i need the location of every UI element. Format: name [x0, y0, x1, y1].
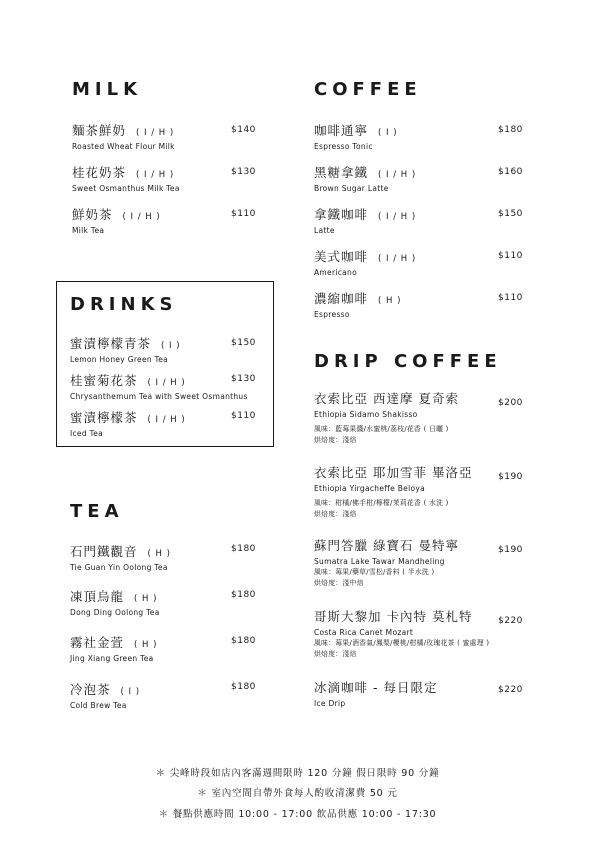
footer-note-service-hours: ＊ 餐點供應時間 10:00 - 17:00 飲品供應 10:00 - 17:30 [158, 809, 437, 820]
menu-item-milk-tea[interactable] [72, 205, 161, 235]
item-price: $180 [231, 544, 256, 554]
item-price: $150 [498, 209, 523, 219]
menu-item-iced-tea[interactable] [70, 408, 186, 438]
item-flavor: 風味：藍莓果醬/水蜜桃/荔枝/花香 ( 日曬 ) [314, 425, 449, 433]
menu-item-roasted-wheat-milk[interactable] [72, 121, 175, 151]
item-price: $200 [498, 398, 523, 408]
item-name: 衣索比亞 西達摩 夏奇索 [314, 391, 459, 406]
coffee-section-title: COFFEE [314, 79, 422, 100]
item-price: $140 [231, 125, 256, 135]
item-size: ( I / H ) [147, 415, 186, 425]
menu-item-chrysanthemum-tea[interactable] [70, 371, 248, 401]
item-size: ( I / H ) [378, 170, 417, 180]
item-name: 凍頂烏龍 [70, 589, 125, 604]
item-price: $110 [498, 251, 523, 261]
item-price: $110 [231, 411, 256, 421]
item-roast: 烘焙度：淺焙 [314, 510, 357, 518]
item-name: 蜜漬檸檬青茶 [70, 336, 152, 351]
item-size: ( I / H ) [378, 212, 417, 222]
item-name: 冰滴咖啡 - 每日限定 [314, 680, 438, 695]
item-name: 衣索比亞 耶加雪菲 畢洛亞 [314, 465, 473, 480]
menu-item-ethiopia-sidamo[interactable] [314, 389, 459, 446]
menu-item-espresso[interactable] [314, 289, 401, 319]
item-size: ( I ) [161, 341, 181, 351]
item-english-name: Ice Drip [314, 699, 346, 708]
item-size: ( I / H ) [136, 170, 175, 180]
item-name: 哥斯大黎加 卡內特 莫札特 [314, 609, 473, 624]
menu-item-ice-drip[interactable] [314, 678, 437, 708]
item-price: $220 [498, 616, 523, 626]
menu-item-americano[interactable] [314, 247, 416, 277]
item-roast: 烘焙度：淺中焙 [314, 579, 364, 587]
menu-item-dong-ding-oolong[interactable] [70, 587, 160, 617]
item-english-name: Lemon Honey Green Tea [70, 355, 169, 364]
item-name: 黑糖拿鐵 [314, 165, 369, 180]
item-english-name: Cold Brew Tea [70, 701, 127, 710]
item-roast: 烘焙度：淺焙 [314, 650, 357, 658]
item-english-name: Brown Sugar Latte [314, 184, 389, 193]
item-english-name: Sweet Osmanthus Milk Tea [72, 184, 180, 193]
item-english-name: Latte [314, 226, 335, 235]
menu-item-tie-guan-yin[interactable] [70, 542, 171, 572]
item-size: ( H ) [134, 640, 158, 650]
item-size: ( I ) [378, 128, 398, 138]
item-size: ( I / H ) [136, 128, 175, 138]
item-price: $180 [498, 125, 523, 135]
item-flavor: 風味：柑橘/佛手柑/檸檬/茉莉花香 ( 水洗 ) [314, 499, 449, 507]
item-english-name: Americano [314, 268, 357, 277]
item-price: $130 [231, 374, 256, 384]
item-size: ( H ) [378, 296, 402, 306]
item-name: 桂蜜菊花茶 [70, 373, 138, 388]
item-name: 霧社金萱 [70, 635, 125, 650]
drip-coffee-section-title: DRIP COFFEE [314, 351, 502, 372]
item-price: $110 [231, 209, 256, 219]
item-price: $110 [498, 293, 523, 303]
menu-item-sumatra-mandheling[interactable] [314, 536, 459, 589]
item-price: $180 [231, 682, 256, 692]
item-price: $160 [498, 167, 523, 177]
footer-note-cleaning-fee: ＊ 室內空間自帶外食每人酌收清潔費 50 元 [197, 788, 398, 799]
item-name: 鮮奶茶 [72, 207, 113, 222]
item-size: ( I / H ) [122, 212, 161, 222]
item-price: $220 [498, 685, 523, 695]
item-price: $190 [498, 472, 523, 482]
item-size: ( I / H ) [147, 378, 186, 388]
tea-section-title: TEA [70, 501, 124, 522]
drinks-section-title: DRINKS [70, 294, 178, 315]
item-name: 咖啡通寧 [314, 123, 369, 138]
menu-item-costa-rica-mozart[interactable] [314, 607, 489, 660]
item-english-name: Tie Guan Yin Oolong Tea [70, 563, 168, 572]
item-english-name: Iced Tea [70, 429, 104, 438]
item-name: 蘇門答臘 綠寶石 曼特寧 [314, 538, 459, 553]
item-name: 冷泡茶 [70, 682, 111, 697]
menu-item-osmanthus-milk-tea[interactable] [72, 163, 180, 193]
menu-item-ethiopia-yirgacheffe[interactable] [314, 463, 472, 520]
item-roast: 烘焙度：淺焙 [314, 436, 357, 444]
item-english-name: Dong Ding Oolong Tea [70, 608, 160, 617]
item-size: ( I ) [120, 687, 141, 697]
item-english-name: Chrysanthemum Tea with Sweet Osmanthus [70, 392, 248, 401]
item-name: 拿鐵咖啡 [314, 207, 369, 222]
item-price: $180 [231, 590, 256, 600]
item-price: $190 [498, 545, 523, 555]
item-name: 蜜漬檸檬茶 [70, 410, 138, 425]
item-english-name: Ethiopia Yirgacheffe Beloya [314, 484, 425, 493]
item-size: ( I / H ) [378, 254, 417, 264]
item-english-name: Roasted Wheat Flour Milk [72, 142, 175, 151]
item-english-name: Costa Rica Canet Mozart [314, 628, 414, 637]
item-english-name: Sumatra Lake Tawar Mandheling [314, 557, 445, 566]
menu-item-lemon-honey-green-tea[interactable] [70, 334, 181, 364]
milk-section-title: MILK [72, 79, 143, 100]
item-name: 石門鐵觀音 [70, 544, 138, 559]
item-name: 桂花奶茶 [72, 165, 127, 180]
item-name: 麵茶鮮奶 [72, 123, 127, 138]
item-flavor: 風味：莓果/藥草/雪松/香料 ( 半水洗 ) [314, 568, 435, 576]
item-price: $130 [231, 167, 256, 177]
menu-item-jing-xiang-green-tea[interactable] [70, 633, 157, 663]
menu-item-espresso-tonic[interactable] [314, 121, 398, 151]
item-price: $150 [231, 338, 256, 348]
item-english-name: Espresso Tonic [314, 142, 373, 151]
item-name: 濃縮咖啡 [314, 291, 369, 306]
item-price: $180 [231, 636, 256, 646]
footer-note-peak-hours: ＊ 尖峰時段如店內客滿週間限時 120 分鐘 假日限時 90 分鐘 [155, 768, 440, 779]
item-flavor: 風味：莓果/酒香氣/鳳梨/櫻桃/柑橘/玫瑰花茶 ( 蜜處理 ) [314, 639, 490, 647]
menu-item-latte[interactable] [314, 205, 416, 235]
menu-item-brown-sugar-latte[interactable] [314, 163, 416, 193]
menu-item-cold-brew-tea[interactable] [70, 680, 140, 710]
item-english-name: Jing Xiang Green Tea [70, 654, 154, 663]
item-size: ( H ) [147, 549, 171, 559]
item-english-name: Ethiopia Sidamo Shakisso [314, 410, 418, 419]
item-english-name: Milk Tea [72, 226, 105, 235]
item-size: ( H ) [134, 594, 158, 604]
item-english-name: Espresso [314, 310, 350, 319]
item-name: 美式咖啡 [314, 249, 369, 264]
